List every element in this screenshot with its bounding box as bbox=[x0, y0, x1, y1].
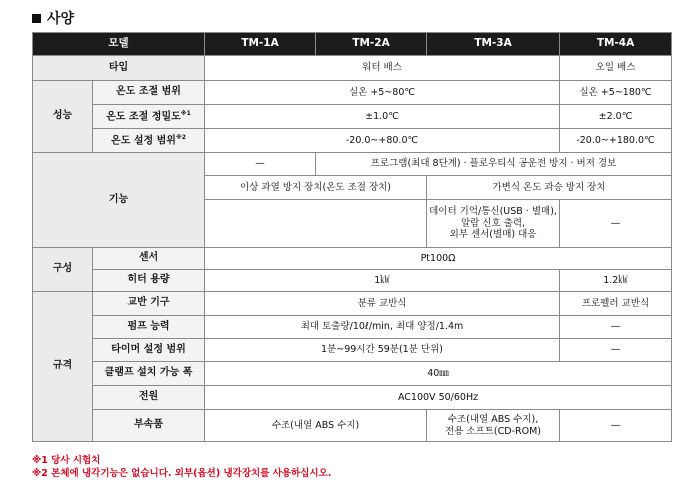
perf-precision-water: ±1.0℃ bbox=[205, 105, 560, 129]
perf-setting-water: -20.0~+80.0℃ bbox=[205, 129, 560, 153]
spec-stir-label: 교반 기구 bbox=[93, 292, 205, 316]
bullet-square-icon bbox=[32, 14, 41, 23]
type-row bbox=[33, 56, 672, 81]
perf-setting-row bbox=[33, 129, 672, 153]
spec-stir-oil: 프로펠러 교반식 bbox=[560, 292, 672, 316]
section-title-text: 사양 bbox=[47, 11, 75, 27]
spec-timer-row bbox=[33, 339, 672, 362]
config-group-label: 구성 bbox=[33, 248, 93, 292]
func-variable: 가변식 온도 과승 방지 장치 bbox=[427, 176, 672, 200]
config-sensor-row bbox=[33, 248, 672, 270]
section-title bbox=[32, 8, 74, 28]
func-row-1 bbox=[33, 153, 672, 176]
perf-setting-label: 온도 설정 범위 bbox=[111, 134, 176, 146]
config-heater-label: 히터 용량 bbox=[93, 270, 205, 292]
type-label: 타입 bbox=[33, 56, 205, 81]
spec-clamp-row bbox=[33, 362, 672, 386]
spec-pump-row bbox=[33, 316, 672, 339]
spec-timer-label: 타이머 설정 범위 bbox=[93, 339, 205, 362]
perf-setting-oil: -20.0~+180.0℃ bbox=[560, 129, 672, 153]
spec-pump-label: 펌프 능력 bbox=[93, 316, 205, 339]
func-program: 프로그램(최대 8단계) · 플로우티식 공운전 방지 · 버저 경보 bbox=[316, 153, 672, 176]
perf-range-oil: 실온 +5~180℃ bbox=[560, 81, 672, 105]
perf-group-label: 성능 bbox=[33, 81, 93, 153]
perf-range-row bbox=[33, 81, 672, 105]
func-empty bbox=[205, 200, 427, 248]
footnotes bbox=[32, 454, 331, 480]
header-tm-2a: TM-2A bbox=[316, 33, 427, 56]
spec-pump-oil: — bbox=[560, 316, 672, 339]
header-row bbox=[33, 33, 672, 56]
func-data-options: 데이터 기억/통신(USB · 별매), 알람 신호 출력, 외부 센서(별매) 대응 bbox=[427, 200, 560, 248]
spec-timer-oil: — bbox=[560, 339, 672, 362]
spec-stir-water: 분류 교반식 bbox=[205, 292, 560, 316]
footnote-2: ※2 본체에 냉각기능은 없습니다. 외부(옵션) 냉각장치를 사용하십시오. bbox=[32, 468, 332, 479]
config-sensor-label: 센서 bbox=[93, 248, 205, 270]
spec-pump: 최대 토출량/10ℓ/min, 최대 양정/1.4m bbox=[205, 316, 560, 339]
spec-acc-12: 수조(내열 ABS 수지) bbox=[205, 410, 427, 442]
type-oil: 오일 배스 bbox=[560, 56, 672, 81]
perf-precision-row bbox=[33, 105, 672, 129]
func-dash-1: — bbox=[205, 153, 316, 176]
spec-power-row bbox=[33, 386, 672, 410]
perf-range-water: 실온 +5~80℃ bbox=[205, 81, 560, 105]
spec-acc-label: 부속품 bbox=[93, 410, 205, 442]
spec-power: AC100V 50/60Hz bbox=[205, 386, 672, 410]
header-model: 모델 bbox=[33, 33, 205, 56]
perf-precision-oil: ±2.0℃ bbox=[560, 105, 672, 129]
spec-group-label: 규격 bbox=[33, 292, 93, 442]
spec-acc-row bbox=[33, 410, 672, 442]
perf-precision-label-cell bbox=[93, 105, 205, 129]
spec-acc-3: 수조(내열 ABS 수지), 전용 소프트(CD-ROM) bbox=[427, 410, 560, 442]
perf-range-label: 온도 조절 범위 bbox=[93, 81, 205, 105]
spec-acc-4: — bbox=[560, 410, 672, 442]
spec-clamp: 40㎜ bbox=[205, 362, 672, 386]
spec-table bbox=[32, 32, 672, 442]
header-tm-3a: TM-3A bbox=[427, 33, 560, 56]
header-tm-1a: TM-1A bbox=[205, 33, 316, 56]
spec-clamp-label: 클램프 설치 가능 폭 bbox=[93, 362, 205, 386]
func-label: 기능 bbox=[33, 153, 205, 248]
config-heater-water: 1㎾ bbox=[205, 270, 560, 292]
perf-setting-label-cell bbox=[93, 129, 205, 153]
footnote-1: ※1 당사 시험치 bbox=[32, 455, 101, 466]
footnote-mark-1: ※1 bbox=[180, 109, 191, 117]
spec-power-label: 전원 bbox=[93, 386, 205, 410]
footnote-mark-2: ※2 bbox=[175, 133, 186, 141]
config-heater-oil: 1.2㎾ bbox=[560, 270, 672, 292]
func-dash-3: — bbox=[560, 200, 672, 248]
config-heater-row bbox=[33, 270, 672, 292]
func-overheat: 이상 과열 방지 장치(온도 조절 장치) bbox=[205, 176, 427, 200]
header-tm-4a: TM-4A bbox=[560, 33, 672, 56]
perf-precision-label: 온도 조절 정밀도 bbox=[106, 110, 181, 122]
spec-stir-row bbox=[33, 292, 672, 316]
type-water: 워터 배스 bbox=[205, 56, 560, 81]
config-sensor: Pt100Ω bbox=[205, 248, 672, 270]
spec-timer: 1분~99시간 59분(1분 단위) bbox=[205, 339, 560, 362]
